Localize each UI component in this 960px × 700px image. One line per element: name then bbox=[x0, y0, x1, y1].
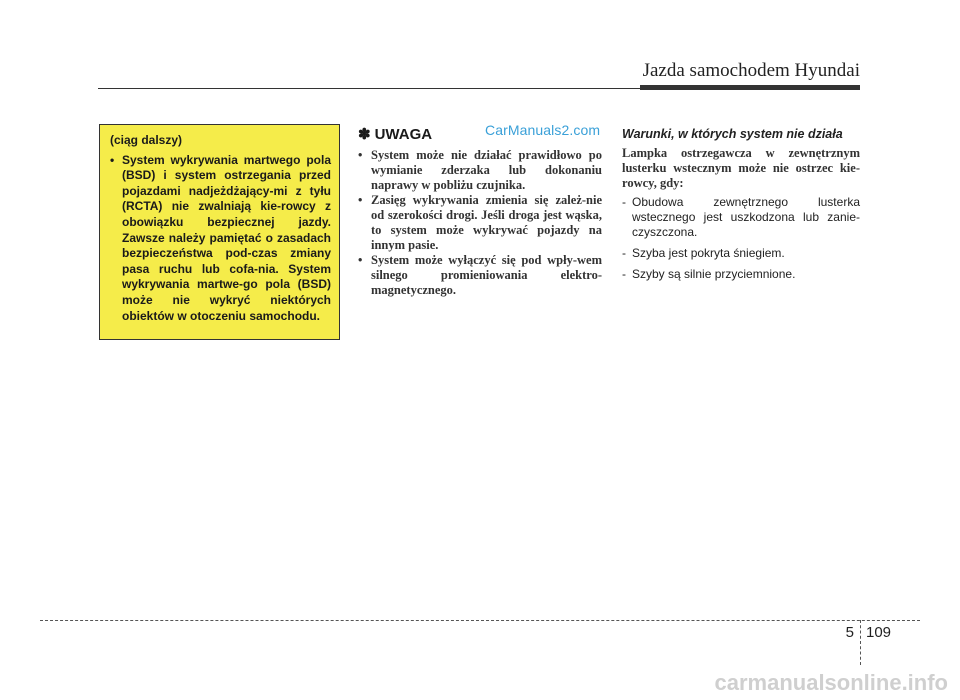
condition-text: Obudowa zewnętrznego lusterka wstecznego jest uszkodzona lub zanie-czyszczona. bbox=[632, 195, 860, 239]
warning-continued: (ciąg dalszy) bbox=[110, 133, 183, 147]
dash-icon: - bbox=[622, 267, 626, 281]
list-item bbox=[622, 195, 860, 240]
list-item bbox=[622, 246, 860, 261]
warning-item bbox=[110, 153, 331, 325]
watermark-link[interactable]: CarManuals2.com bbox=[485, 122, 601, 138]
note-list bbox=[358, 148, 602, 298]
footer-rule bbox=[40, 620, 920, 621]
list-item bbox=[622, 267, 860, 282]
page-number: 109 bbox=[866, 624, 892, 641]
conditions-section bbox=[622, 124, 860, 288]
header-rule-accent bbox=[640, 85, 860, 90]
note-heading bbox=[358, 124, 602, 144]
conditions-title: Warunki, w których system nie działa bbox=[622, 127, 843, 141]
bullet-icon: • bbox=[358, 253, 363, 267]
conditions-list bbox=[622, 195, 860, 282]
header-title: Jazda samochodem Hyundai bbox=[642, 60, 860, 81]
bullet-icon: • bbox=[358, 193, 363, 207]
note-section bbox=[358, 124, 602, 298]
note-item-text: Zasięg wykrywania zmienia się zależ-nie od szerokości drogi. Jeśli droga jest wąska, to system może wykrywać pojazdy na innym pasie. bbox=[371, 193, 602, 252]
list-item bbox=[358, 148, 602, 193]
condition-text: Szyba jest pokryta śniegiem. bbox=[632, 246, 785, 260]
warning-text: System wykrywania martwego pola (BSD) i system ostrzegania przed pojazdami nadjeżdżający-mi z tyłu (RCTA) nie zwalniają kie-rowcy z obowiązku bezpiecznej jazdy. Zawsze należy pamiętać o zasadach bezpieczeństwa pod-czas zmiany pasa ruchu lub cofa-nia. System wykrywania martwe-go pola (BSD) może nie wykryć niektórych obiektów w otoczeniu samochodu. bbox=[122, 152, 331, 323]
note-item-text: System może nie działać prawidłowo po wymianie zderzaka lub dokonaniu naprawy w pobliżu czujnika. bbox=[371, 148, 602, 192]
note-item-text: System może wyłączyć się pod wpły-wem silnego promieniowania elektro-magnetycznego. bbox=[371, 253, 602, 297]
note-title: UWAGA bbox=[374, 125, 433, 143]
bullet-icon: • bbox=[110, 152, 115, 167]
condition-text: Szyby są silnie przyciemnione. bbox=[632, 267, 796, 281]
dash-icon: - bbox=[622, 246, 626, 260]
conditions-intro: Lampka ostrzegawcza w zewnętrznym lusterku wstecznym może nie ostrzec kie-rowcy, gdy: bbox=[622, 146, 860, 190]
chapter-number: 5 bbox=[845, 624, 854, 641]
list-item bbox=[358, 193, 602, 253]
footer-watermark: carmanualsonline.info bbox=[714, 670, 948, 695]
dash-icon: - bbox=[622, 195, 626, 209]
list-item bbox=[358, 253, 602, 298]
warning-box bbox=[99, 124, 340, 340]
asterisk-icon: ✽ bbox=[358, 126, 371, 143]
bullet-icon: • bbox=[358, 148, 363, 162]
footer-divider bbox=[860, 620, 861, 665]
